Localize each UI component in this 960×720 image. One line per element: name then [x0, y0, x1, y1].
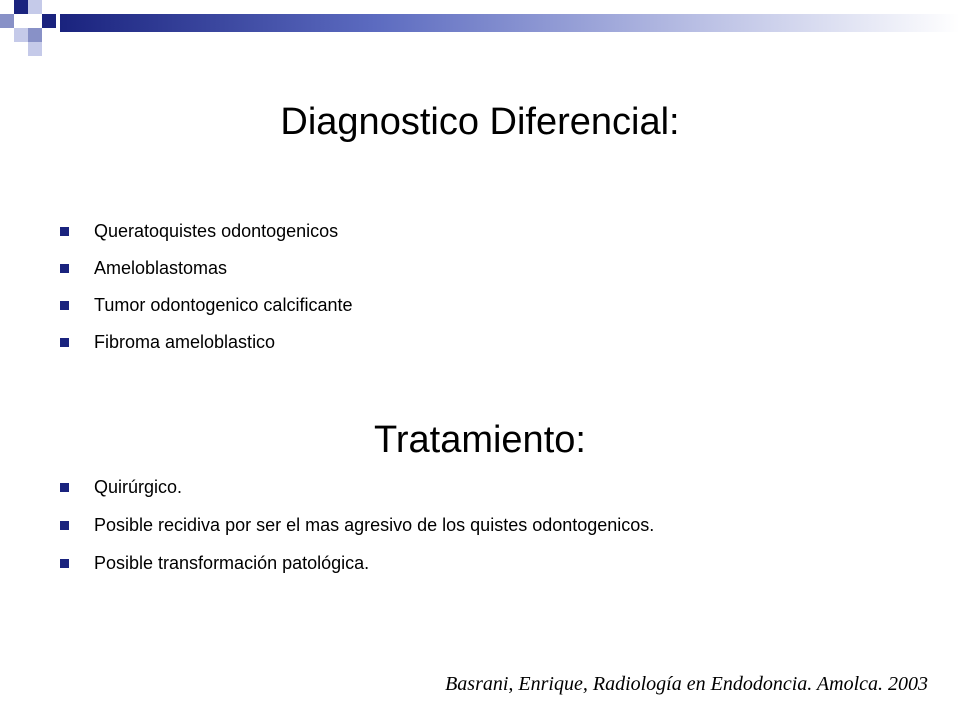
- square-bullet-icon: [60, 264, 69, 273]
- corner-square-decoration: [28, 28, 42, 42]
- list-item-text: Quirúrgico.: [94, 477, 183, 497]
- square-bullet-icon: [60, 483, 69, 492]
- header-gradient-bar: [60, 14, 960, 32]
- diagnosis-list: [60, 220, 352, 368]
- square-bullet-icon: [60, 521, 69, 530]
- list-item: [60, 257, 352, 279]
- list-item-text: Queratoquistes odontogenicos: [94, 221, 339, 241]
- treatment-heading: Tratamiento:: [374, 419, 586, 461]
- list-item-text: Ameloblastomas: [94, 258, 228, 278]
- corner-square-decoration: [0, 14, 14, 28]
- corner-square-decoration: [28, 0, 42, 14]
- list-item-text: Tumor odontogenico calcificante: [94, 295, 353, 315]
- list-item: [60, 331, 352, 353]
- list-item-text: Fibroma ameloblastico: [94, 332, 276, 352]
- corner-square-decoration: [14, 0, 28, 14]
- list-item: [60, 476, 654, 498]
- square-bullet-icon: [60, 301, 69, 310]
- list-item: [60, 552, 654, 574]
- corner-square-decoration: [28, 42, 42, 56]
- corner-square-decoration: [14, 28, 28, 42]
- list-item-text: Posible transformación patológica.: [94, 553, 370, 573]
- corner-square-decoration: [42, 14, 56, 28]
- treatment-list: [60, 476, 654, 590]
- list-item: [60, 294, 352, 316]
- square-bullet-icon: [60, 227, 69, 236]
- list-item-text: Posible recidiva por ser el mas agresivo de los quistes odontogenicos.: [94, 515, 655, 535]
- list-item: [60, 514, 654, 536]
- square-bullet-icon: [60, 338, 69, 347]
- list-item: [60, 220, 352, 242]
- slide-title: Diagnostico Diferencial:: [280, 101, 680, 143]
- square-bullet-icon: [60, 559, 69, 568]
- citation: Basrani, Enrique, Radiología en Endodoncia. Amolca. 2003: [445, 673, 928, 695]
